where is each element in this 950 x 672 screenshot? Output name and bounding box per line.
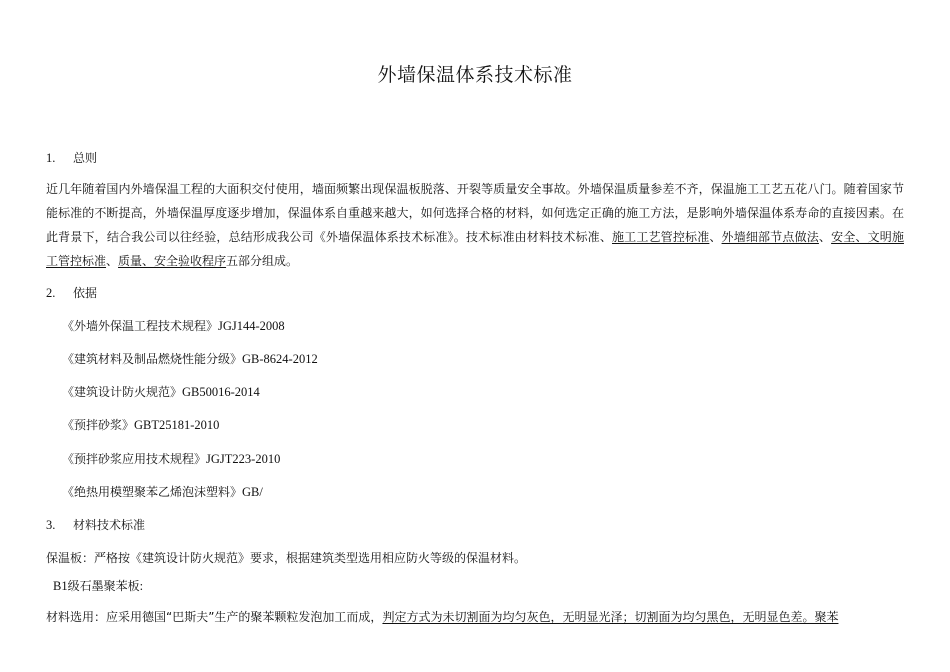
section-title: 依据 — [73, 286, 98, 300]
separator: 、 — [709, 230, 722, 244]
section-number: 1. — [46, 151, 56, 165]
reference-name: 《建筑设计防火规范》 — [62, 385, 183, 399]
underlined-text: 施工工艺管控标准 — [612, 230, 710, 244]
insulation-board-line: 保温板：严格按《建筑设计防火规范》要求，根据建筑类型选用相应防火等级的保温材料。 — [46, 551, 527, 565]
reference-item — [62, 450, 280, 467]
separator: 、 — [818, 230, 832, 244]
b1-graphite-eps-heading — [53, 577, 143, 594]
reference-code: GBT25181-2010 — [134, 418, 220, 432]
material-selection-line — [46, 608, 904, 625]
reference-item — [62, 317, 285, 334]
underlined-text: 外墙细部节点做法 — [721, 230, 819, 244]
section-title: 总则 — [73, 151, 98, 165]
section-1-paragraph — [46, 177, 904, 273]
reference-name: 《外墙外保温工程技术规程》 — [62, 319, 219, 333]
reference-name: 《预拌砂浆》 — [62, 418, 135, 432]
grade-label: B1 — [53, 579, 68, 593]
reference-name: 《预拌砂浆应用技术规程》 — [62, 452, 207, 466]
reference-item — [62, 483, 263, 500]
reference-code: GB50016-2014 — [182, 385, 260, 399]
reference-code: GB/ — [242, 485, 263, 499]
reference-code: JGJ144-2008 — [218, 319, 285, 333]
reference-name: 《建筑材料及制品燃烧性能分级》 — [62, 352, 243, 366]
underlined-text: 质量、安全验收程序 — [118, 254, 227, 268]
reference-code: JGJT223-2010 — [206, 452, 281, 466]
colon: : — [139, 579, 144, 593]
reference-item — [62, 350, 318, 367]
reference-item — [62, 383, 260, 400]
material-name: 级石墨聚苯板 — [67, 579, 140, 593]
section-3-heading — [46, 516, 145, 533]
reference-name: 《绝热用模塑聚苯乙烯泡沫塑料》 — [62, 485, 243, 499]
section-1-heading — [46, 149, 97, 166]
section-number: 3. — [46, 518, 56, 532]
document-title: 外墙保温体系技术标准 — [377, 65, 573, 86]
paragraph-text: 材料选用：应采用德国“巴斯夫”生产的聚苯颗粒发泡加工而成， — [46, 610, 383, 624]
underlined-text: 判定方式为未切割面为均匀灰色，无明显光泽；切割面为均匀黑色，无明显色差。聚苯 — [382, 610, 839, 624]
separator: 、 — [106, 254, 119, 268]
section-2-heading — [46, 284, 97, 301]
underlined-text: 安全、文明施工管控标准 — [46, 230, 904, 268]
section-title: 材料技术标准 — [73, 518, 146, 532]
paragraph-text: 五部分组成。 — [226, 254, 299, 268]
reference-item — [62, 416, 219, 433]
paragraph-text: 近几年随着国内外墙保温工程的大面积交付使用，墙面频繁出现保温板脱落、开裂等质量安全事故。外墙保温质量参差不齐，保温施工工艺五花八门。随着国家节能标准的不断提高，外墙保温厚度逐步增加，保温体系自重越来越大，如何选择合格的材料，如何选定正确的施工方法，是影响外墙保温体系寿命的直接因素。在此背景下，结合我公司以往经验，总结形成我公司《外墙保温体系技术标准》。技术标准由材料技术标准、 — [46, 182, 904, 244]
section-number: 2. — [46, 286, 56, 300]
reference-code: GB-8624-2012 — [242, 352, 318, 366]
